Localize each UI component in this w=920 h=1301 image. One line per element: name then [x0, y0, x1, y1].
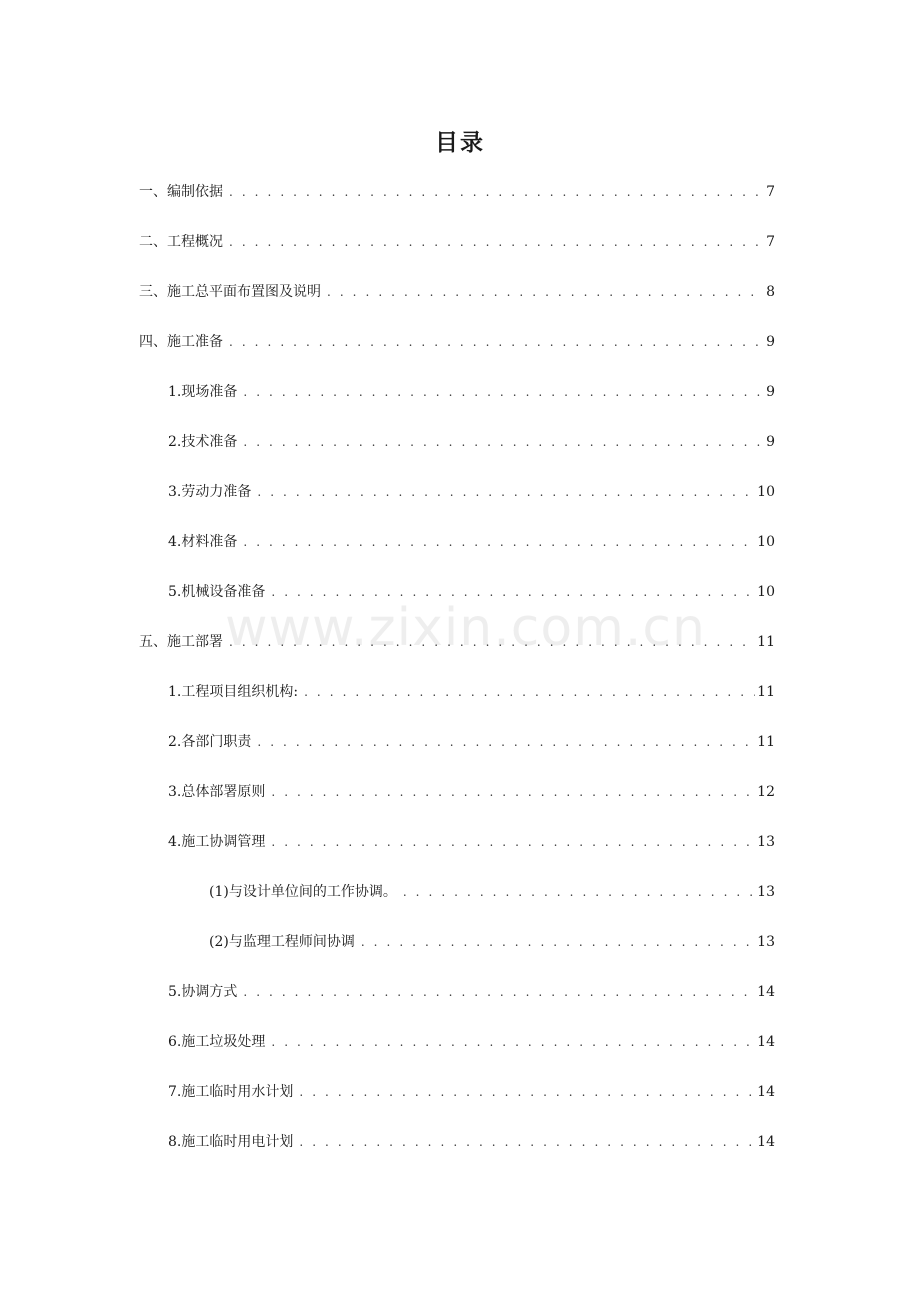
toc-entry-label: 施工协调管理 — [181, 834, 266, 850]
dot-leader — [229, 181, 764, 203]
toc-title: 目录 — [435, 130, 485, 156]
dot-leader — [243, 981, 755, 1003]
toc-entry-label: 技术准备 — [181, 434, 238, 450]
toc-entry-label: 工程概况 — [167, 234, 223, 250]
toc-entry-page: 13 — [757, 884, 775, 900]
toc-entry[interactable] — [209, 931, 775, 953]
toc-entry-label: 编制依据 — [167, 184, 223, 200]
toc-entry-number: 5. — [168, 584, 182, 600]
toc-entry-number: 五、 — [139, 634, 167, 650]
toc-entry-label: 总体部署原则 — [181, 784, 266, 800]
toc-entry-number: 3. — [168, 484, 182, 500]
toc-entry-page: 9 — [766, 434, 775, 450]
toc-entry-number: 一、 — [139, 184, 167, 200]
toc-entry-number: 1. — [168, 384, 182, 400]
dot-leader — [229, 631, 755, 653]
toc-entry-label: 材料准备 — [181, 534, 238, 550]
dot-leader — [304, 681, 755, 703]
dot-leader — [243, 381, 764, 403]
toc-entry-number: 5. — [168, 984, 182, 1000]
toc-entry-number: 4. — [168, 534, 182, 550]
toc-entry-number: 三、 — [139, 284, 167, 300]
toc-entry-label: .施工临时用电计划 — [176, 1134, 294, 1150]
toc-entry-number: 3. — [168, 784, 182, 800]
watermark: www.zixin.com.cn — [225, 598, 706, 658]
toc-entry-page: 13 — [757, 934, 775, 950]
toc-entry-label: (2)与监理工程师间协调 — [209, 934, 355, 950]
dot-leader — [361, 931, 755, 953]
dot-leader — [257, 731, 755, 753]
toc-entry-label: 协调方式 — [181, 984, 238, 1000]
dot-leader — [403, 881, 755, 903]
toc-entry-page: 9 — [766, 384, 775, 400]
toc-entry-label: 施工临时用水计划 — [181, 1084, 294, 1100]
toc-entry-label: 施工部署 — [167, 634, 223, 650]
toc-entry-label: 施工总平面布置图及说明 — [167, 284, 321, 300]
dot-leader — [243, 531, 755, 553]
toc-entry[interactable] — [139, 331, 775, 353]
toc-entry-number: 7. — [168, 1084, 182, 1100]
toc-entry-label: 工程项目组织机构: — [181, 684, 299, 700]
toc-entry[interactable] — [209, 881, 775, 903]
toc-entry[interactable] — [168, 981, 775, 1003]
toc-entry-label: 劳动力准备 — [181, 484, 252, 500]
toc-entry-number: 8 — [168, 1134, 177, 1150]
toc-entry-page: 7 — [766, 234, 775, 250]
toc-entry-page: 10 — [757, 484, 775, 500]
toc-entry[interactable] — [168, 831, 775, 853]
toc-entry[interactable] — [168, 481, 775, 503]
toc-entry-page: 13 — [757, 834, 775, 850]
dot-leader — [257, 481, 755, 503]
toc-entry[interactable] — [139, 181, 775, 203]
toc-entry-number: 4. — [168, 834, 182, 850]
toc-entry[interactable] — [168, 381, 775, 403]
toc-entry-number: 1. — [168, 684, 182, 700]
dot-leader — [299, 1081, 755, 1103]
toc-entry-number: 四、 — [139, 334, 167, 350]
toc-entry-page: 9 — [766, 334, 775, 350]
dot-leader — [243, 431, 764, 453]
toc-entry-page: 14 — [757, 1084, 775, 1100]
toc-entry[interactable] — [168, 781, 775, 803]
toc-entry-page: 11 — [757, 634, 775, 650]
dot-leader — [299, 1131, 755, 1153]
toc-entry[interactable] — [139, 631, 775, 653]
dot-leader — [271, 781, 755, 803]
toc-entry-page: 14 — [757, 984, 775, 1000]
toc-entry[interactable] — [168, 431, 775, 453]
toc-entry-page: 14 — [757, 1034, 775, 1050]
toc-entry[interactable] — [168, 1131, 775, 1153]
toc-entry-page: 11 — [757, 684, 775, 700]
toc-entry-label: 施工垃圾处理 — [181, 1034, 266, 1050]
toc-entry[interactable] — [168, 1031, 775, 1053]
toc-entry-label: 机械设备准备 — [181, 584, 266, 600]
toc-entry-page: 10 — [757, 534, 775, 550]
toc-entry-number: 2. — [168, 734, 182, 750]
dot-leader — [271, 1031, 755, 1053]
toc-entry-label: 施工准备 — [167, 334, 223, 350]
dot-leader — [327, 281, 764, 303]
dot-leader — [229, 231, 764, 253]
toc-entry[interactable] — [168, 681, 775, 703]
toc-entry[interactable] — [168, 531, 775, 553]
toc-entry-number: 6. — [168, 1034, 182, 1050]
toc-entry-label: 现场准备 — [181, 384, 238, 400]
toc-entry-page: 7 — [766, 184, 775, 200]
toc-entry-label: 各部门职责 — [181, 734, 252, 750]
toc-entry-page: 8 — [766, 284, 775, 300]
dot-leader — [271, 581, 755, 603]
toc-entry[interactable] — [168, 731, 775, 753]
toc-entry[interactable] — [168, 581, 775, 603]
toc-entry-page: 14 — [757, 1134, 775, 1150]
toc-entry[interactable] — [168, 1081, 775, 1103]
dot-leader — [229, 331, 764, 353]
toc-entry-number: 二、 — [139, 234, 167, 250]
toc-entry-label: (1)与设计单位间的工作协调。 — [209, 884, 397, 900]
toc-entry-page: 12 — [757, 784, 775, 800]
toc-entry[interactable] — [139, 281, 775, 303]
toc-entry[interactable] — [139, 231, 775, 253]
dot-leader — [271, 831, 755, 853]
toc-entry-page: 10 — [757, 584, 775, 600]
toc-entry-page: 11 — [757, 734, 775, 750]
toc-entry-number: 2. — [168, 434, 182, 450]
